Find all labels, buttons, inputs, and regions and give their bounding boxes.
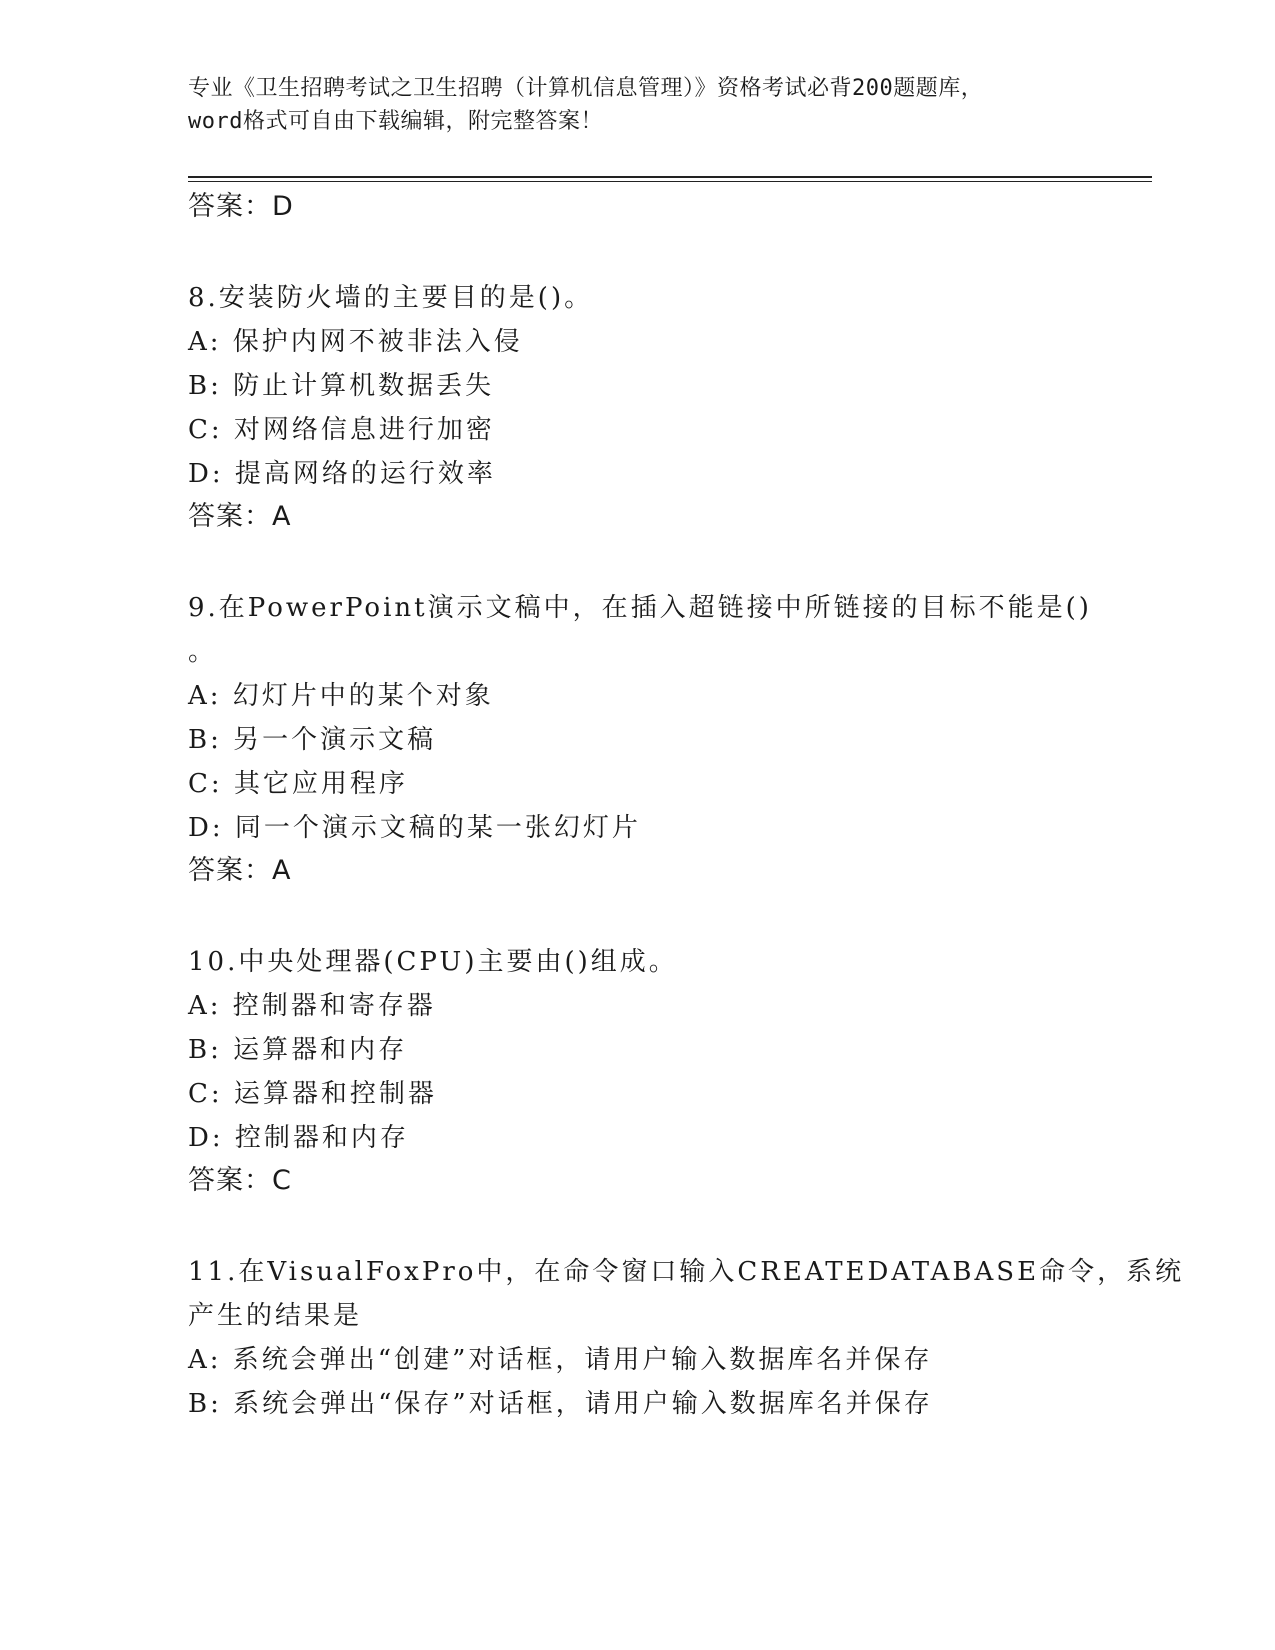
answer-prev: 答案：D bbox=[188, 191, 294, 222]
question-11-option-a: A: 系统会弹出“创建”对话框，请用户输入数据库名并保存 bbox=[188, 1345, 933, 1375]
question-10-option-c: C: 运算器和控制器 bbox=[188, 1079, 437, 1109]
question-8-option-c: C: 对网络信息进行加密 bbox=[188, 415, 495, 445]
question-11-stem: 11.在VisualFoxPro中，在命令窗口输入CREATEDATABASE命令，系统 bbox=[188, 1257, 1185, 1287]
question-8-option-a: A: 保护内网不被非法入侵 bbox=[188, 327, 523, 357]
header-line-1: 专业《卫生招聘考试之卫生招聘（计算机信息管理）》资格考试必背200题题库， bbox=[188, 76, 984, 101]
question-10-answer: 答案：C bbox=[188, 1165, 292, 1196]
question-9-answer: 答案：A bbox=[188, 855, 292, 886]
question-9-stem: 9.在PowerPoint演示文稿中，在插入超链接中所链接的目标不能是() bbox=[188, 593, 1092, 623]
header-rule-thin bbox=[188, 181, 1152, 182]
question-9-stem-continued: 。 bbox=[188, 637, 218, 667]
question-8-stem: 8.安装防火墙的主要目的是()。 bbox=[188, 283, 594, 313]
question-11-stem-continued: 产生的结果是 bbox=[188, 1301, 363, 1331]
question-8-answer: 答案：A bbox=[188, 501, 292, 532]
question-9-option-a: A: 幻灯片中的某个对象 bbox=[188, 681, 494, 711]
question-10-option-a: A: 控制器和寄存器 bbox=[188, 991, 436, 1021]
question-8-option-d: D: 提高网络的运行效率 bbox=[188, 459, 496, 489]
header-line-2: word格式可自由下载编辑，附完整答案！ bbox=[188, 109, 603, 134]
question-11-option-b: B: 系统会弹出“保存”对话框，请用户输入数据库名并保存 bbox=[188, 1389, 933, 1419]
question-10-option-d: D: 控制器和内存 bbox=[188, 1123, 409, 1153]
question-9-option-c: C: 其它应用程序 bbox=[188, 769, 408, 799]
question-10-stem: 10.中央处理器(CPU)主要由()组成。 bbox=[188, 947, 678, 977]
question-9-option-d: D: 同一个演示文稿的某一张幻灯片 bbox=[188, 813, 641, 843]
document-header bbox=[188, 72, 1088, 138]
header-rule-thick bbox=[188, 176, 1152, 178]
question-8-option-b: B: 防止计算机数据丢失 bbox=[188, 371, 495, 401]
question-10-option-b: B: 运算器和内存 bbox=[188, 1035, 408, 1065]
question-9-option-b: B: 另一个演示文稿 bbox=[188, 725, 437, 755]
